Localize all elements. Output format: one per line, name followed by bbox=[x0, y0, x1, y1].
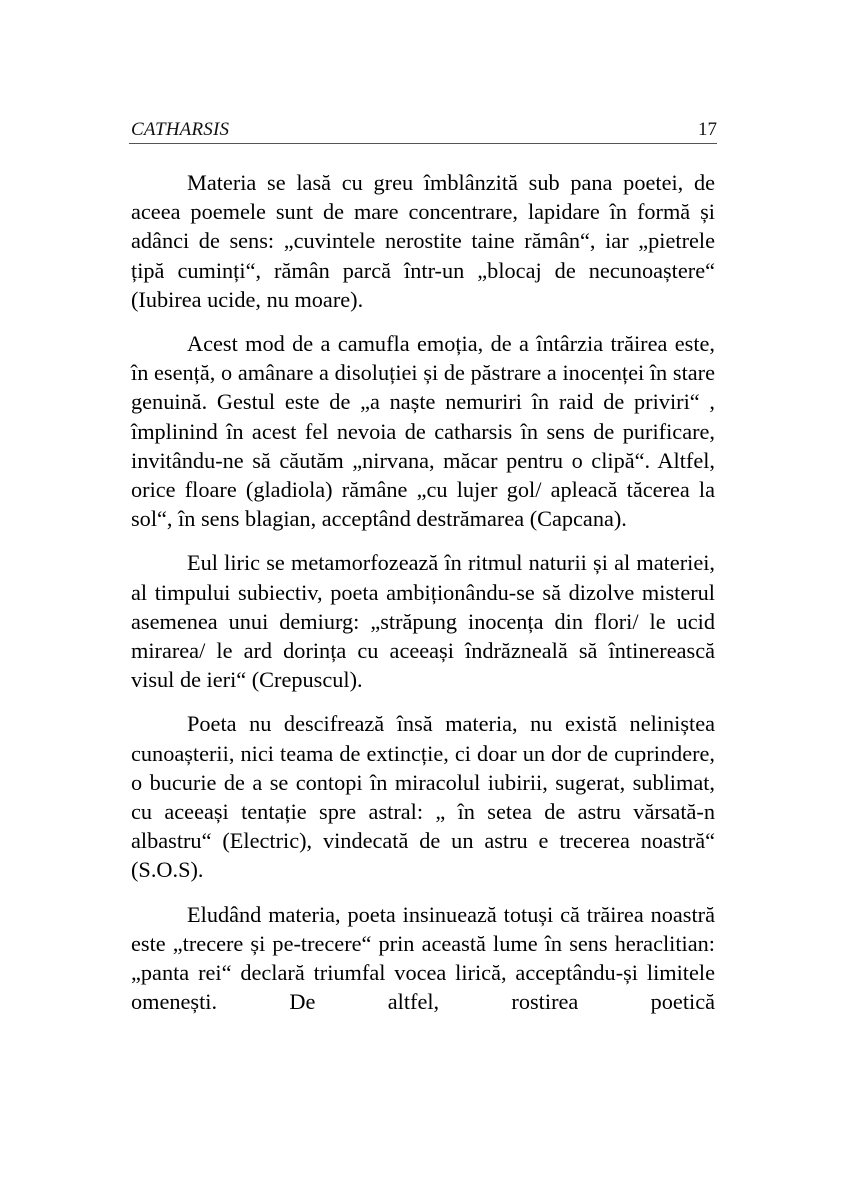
paragraph: Materia se lasă cu greu îmblânzită sub pana poetei, de aceea poemele sunt de mare concentrare, lapidare în formă și adânci de sens: „cuvintele nerostite taine rămân“, iar „pietrele țipă cuminți“, rămân parcă într-un „blocaj de necunoaștere“ (Iubirea ucide, nu moare). bbox=[131, 170, 715, 312]
running-header bbox=[129, 115, 717, 144]
running-title: CATHARSIS bbox=[131, 119, 230, 140]
paragraph: Acest mod de a camufla emoția, de a întârzia trăirea este, în esență, o amânare a disoluției și de păstrare a inocenței în stare genuină. Gestul este de „a naște nemuriri în raid de priviri“ , împlinind în acest fel nevoia de catharsis în sens de purificare, invitându-ne să căutăm „nirvana, măcar pentru o clipă“. Altfel, orice floare (gladiola) rămâne „cu lujer gol/ apleacă tăcerea la sol“, în sens blagian, acceptând destrămarea (Capcana). bbox=[131, 331, 715, 532]
page-number: 17 bbox=[698, 119, 717, 140]
body-text bbox=[131, 168, 715, 1031]
paragraph: Eludând materia, poeta insinuează totuși că trăirea noastră este „trecere și pe-trecere“ prin această lume în sens heraclitian: „panta rei“ declară triumfal vocea lirică, acceptându-și limitele omenești. De altfel, rostirea poetică bbox=[131, 901, 715, 1015]
paragraph: Poeta nu descifrează însă materia, nu există neliniștea cunoașterii, nici teama de extincție, ci doar un dor de cuprindere, o bucurie de a se contopi în miracolul iubirii, sugerat, sublimat, cu aceeași tentație spre astral: „ în setea de astru vărsată-n albastru“ (Electric), vindecată de un astru e trecerea noastră“ (S.O.S). bbox=[131, 711, 715, 883]
paragraph: Eul liric se metamorfozează în ritmul naturii și al materiei, al timpului subiectiv, poeta ambiționându-se să dizolve misterul asemenea unui demiurg: „străpung inocența din flori/ le ucid mirarea/ le ard dorința cu aceeași îndrăzneală să întinerească visul de ieri“ (Crepuscul). bbox=[131, 550, 715, 693]
